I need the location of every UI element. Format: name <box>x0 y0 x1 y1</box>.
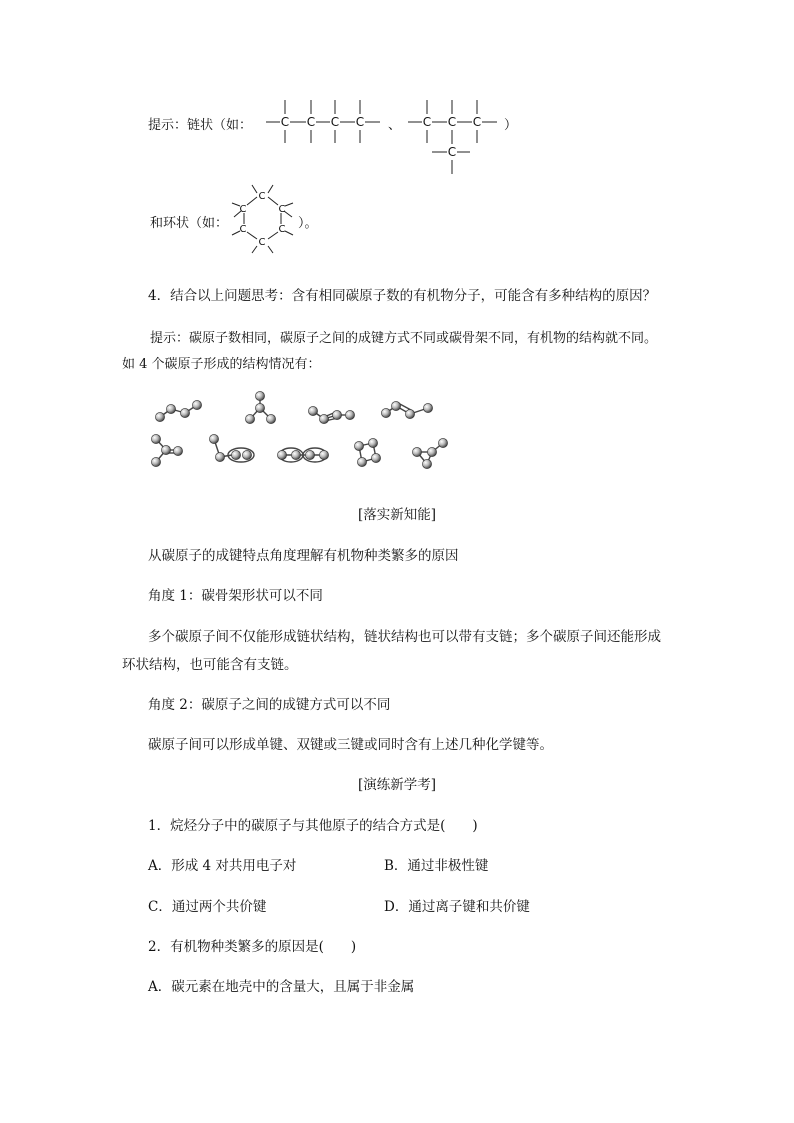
hint-ring-prefix: 和环状（如： <box>150 216 229 231</box>
hint-chain-suffix: ） <box>504 118 518 133</box>
cyclic-structure <box>228 184 300 254</box>
carbon-atom-label: C <box>278 224 286 235</box>
angle-1-body-line-1: 多个碳原子间不仅能形成链状结构，链状结构也可以带有支链；多个碳原子间还能形成 <box>148 629 661 645</box>
hint-ring-suffix: ）。 <box>298 216 318 231</box>
question-1-option-a[interactable]: A．形成 4 对共用电子对 <box>148 858 297 874</box>
hint-4-line-1: 提示：碳原子数相同，碳原子之间的成键方式不同或碳骨架不同，有机物的结构就不同。 <box>150 331 658 346</box>
question-1-option-c[interactable]: C．通过两个共价键 <box>148 899 267 915</box>
carbon-atom-label: C <box>239 204 247 215</box>
carbon-atom-label: C <box>258 191 266 202</box>
angle-1-body-line-2: 环状结构，也可能含有支链。 <box>122 657 298 673</box>
question-1-option-d[interactable]: D．通过离子键和共价键 <box>384 899 530 915</box>
section-heading-consolidate: [落实新知能] <box>357 507 437 523</box>
hint-chain-prefix: 提示：链状（如： <box>148 118 253 133</box>
question-4: 4．结合以上问题思考：含有相同碳原子数的有机物分子，可能含有多种结构的原因？ <box>148 288 657 304</box>
carbon-atom-label: C <box>447 145 457 159</box>
carbon-atom-label: C <box>422 115 432 129</box>
carbon-atom-label: C <box>447 115 457 129</box>
question-2-stem: 2．有机物种类繁多的原因是( ) <box>148 939 357 955</box>
carbon-atom-label: C <box>239 224 247 235</box>
hint-4-line-2: 如 4 个碳原子形成的结构情况有： <box>122 357 321 372</box>
straight-chain-structure <box>262 96 392 146</box>
carbon-atom-label: C <box>306 115 316 129</box>
question-2-option-a[interactable]: A．碳元素在地壳中的含量大，且属于非金属 <box>148 979 415 995</box>
question-1-option-b[interactable]: B．通过非极性键 <box>384 858 489 874</box>
angle-2-body: 碳原子间可以形成单键、双键或三键或同时含有上述几种化学键等。 <box>148 737 553 753</box>
carbon-atom-label: C <box>472 115 482 129</box>
angle-2-title: 角度 2：碳原子之间的成键方式可以不同 <box>148 697 391 713</box>
section-heading-practice: [演练新学考] <box>357 777 437 793</box>
understanding-title: 从碳原子的成键特点角度理解有机物种类繁多的原因 <box>148 548 459 564</box>
branched-chain-structure <box>404 96 504 178</box>
question-1-stem: 1．烷烃分子中的碳原子与其他原子的结合方式是( ) <box>148 818 478 834</box>
carbon-atom-label: C <box>258 237 266 248</box>
carbon-atom-label: C <box>355 115 365 129</box>
carbon-atom-label: C <box>330 115 340 129</box>
hint-chain-separator: 、 <box>388 118 402 133</box>
carbon-atom-label: C <box>278 204 286 215</box>
four-carbon-ball-stick-models <box>140 388 470 480</box>
angle-1-title: 角度 1：碳骨架形状可以不同 <box>148 588 323 604</box>
carbon-atom-label: C <box>280 115 290 129</box>
